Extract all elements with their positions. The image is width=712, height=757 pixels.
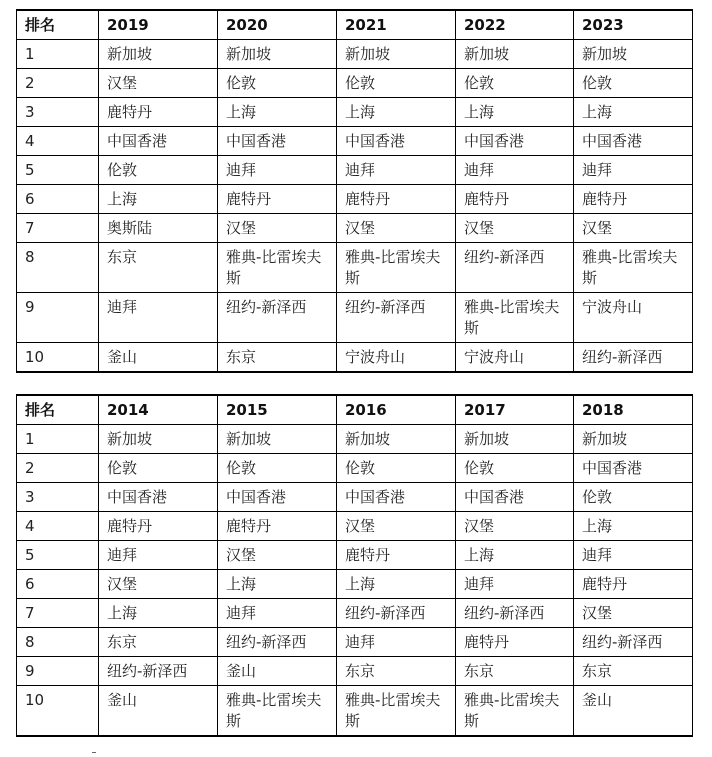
port-cell: 鹿特丹 <box>337 185 456 214</box>
port-cell: 新加坡 <box>218 40 337 69</box>
port-cell: 鹿特丹 <box>218 512 337 541</box>
port-cell: 中国香港 <box>218 483 337 512</box>
port-cell: 新加坡 <box>218 425 337 454</box>
port-cell: 新加坡 <box>99 425 218 454</box>
rank-cell: 5 <box>17 156 99 185</box>
port-cell: 东京 <box>218 343 337 373</box>
table-row <box>17 628 693 657</box>
table-row <box>17 214 693 243</box>
port-cell: 纽约-新泽西 <box>456 243 574 293</box>
port-cell: 中国香港 <box>574 454 693 483</box>
table-body <box>17 40 693 373</box>
port-cell: 新加坡 <box>337 40 456 69</box>
port-cell: 釜山 <box>99 686 218 737</box>
rank-cell: 8 <box>17 628 99 657</box>
port-cell: 新加坡 <box>337 425 456 454</box>
port-cell: 上海 <box>574 512 693 541</box>
header-year: 2016 <box>337 395 456 425</box>
port-cell: 汉堡 <box>218 541 337 570</box>
port-cell: 雅典-比雷埃夫斯 <box>218 686 337 737</box>
table-row <box>17 425 693 454</box>
port-cell: 上海 <box>218 570 337 599</box>
table-row <box>17 293 693 343</box>
port-cell: 汉堡 <box>337 214 456 243</box>
header-year: 2014 <box>99 395 218 425</box>
rank-cell: 3 <box>17 98 99 127</box>
port-cell: 鹿特丹 <box>218 185 337 214</box>
table-row <box>17 185 693 214</box>
rank-cell: 2 <box>17 69 99 98</box>
port-cell: 汉堡 <box>337 512 456 541</box>
port-cell: 宁波舟山 <box>574 293 693 343</box>
rank-cell: 10 <box>17 343 99 373</box>
port-cell: 汉堡 <box>99 570 218 599</box>
port-cell: 上海 <box>218 98 337 127</box>
port-cell: 雅典-比雷埃夫斯 <box>456 293 574 343</box>
port-cell: 鹿特丹 <box>456 185 574 214</box>
rank-cell: 1 <box>17 425 99 454</box>
rank-cell: 7 <box>17 599 99 628</box>
rank-cell: 10 <box>17 686 99 737</box>
port-cell: 奥斯陆 <box>99 214 218 243</box>
port-cell: 上海 <box>337 98 456 127</box>
port-cell: 中国香港 <box>574 127 693 156</box>
port-cell: 釜山 <box>574 686 693 737</box>
port-cell: 上海 <box>456 98 574 127</box>
port-cell: 雅典-比雷埃夫斯 <box>456 686 574 737</box>
port-cell: 雅典-比雷埃夫斯 <box>337 243 456 293</box>
table-row <box>17 127 693 156</box>
port-cell: 新加坡 <box>99 40 218 69</box>
ranking-table-2019-2023 <box>16 9 693 373</box>
port-cell: 东京 <box>337 657 456 686</box>
port-cell: 宁波舟山 <box>337 343 456 373</box>
port-cell: 汉堡 <box>574 214 693 243</box>
port-cell: 伦敦 <box>99 454 218 483</box>
table-header-row <box>17 10 693 40</box>
ranking-table-2014-2018 <box>16 394 693 737</box>
port-cell: 上海 <box>99 185 218 214</box>
port-cell: 鹿特丹 <box>456 628 574 657</box>
table-row <box>17 69 693 98</box>
port-cell: 中国香港 <box>99 483 218 512</box>
port-cell: 纽约-新泽西 <box>218 628 337 657</box>
port-cell: 伦敦 <box>456 454 574 483</box>
port-cell: 新加坡 <box>574 425 693 454</box>
port-cell: 汉堡 <box>99 69 218 98</box>
port-cell: 纽约-新泽西 <box>99 657 218 686</box>
port-cell: 伦敦 <box>218 69 337 98</box>
port-cell: 汉堡 <box>218 214 337 243</box>
rank-cell: 9 <box>17 657 99 686</box>
port-cell: 上海 <box>99 599 218 628</box>
table-row <box>17 599 693 628</box>
rank-cell: 4 <box>17 512 99 541</box>
table-row <box>17 570 693 599</box>
port-cell: 雅典-比雷埃夫斯 <box>574 243 693 293</box>
port-cell: 迪拜 <box>218 156 337 185</box>
port-cell: 纽约-新泽西 <box>218 293 337 343</box>
rank-cell: 4 <box>17 127 99 156</box>
port-cell: 纽约-新泽西 <box>574 628 693 657</box>
rank-cell: 6 <box>17 570 99 599</box>
table-row <box>17 512 693 541</box>
header-year: 2018 <box>574 395 693 425</box>
port-cell: 东京 <box>99 243 218 293</box>
port-cell: 鹿特丹 <box>574 185 693 214</box>
table-row <box>17 686 693 737</box>
port-cell: 迪拜 <box>218 599 337 628</box>
port-cell: 迪拜 <box>337 628 456 657</box>
table-row <box>17 483 693 512</box>
table-row <box>17 454 693 483</box>
port-cell: 迪拜 <box>456 156 574 185</box>
header-year: 2023 <box>574 10 693 40</box>
stray-mark <box>92 752 96 753</box>
port-cell: 上海 <box>456 541 574 570</box>
port-cell: 迪拜 <box>574 541 693 570</box>
port-cell: 迪拜 <box>337 156 456 185</box>
header-year: 2015 <box>218 395 337 425</box>
port-cell: 宁波舟山 <box>456 343 574 373</box>
port-cell: 中国香港 <box>456 483 574 512</box>
port-cell: 雅典-比雷埃夫斯 <box>218 243 337 293</box>
port-cell: 迪拜 <box>456 570 574 599</box>
port-cell: 伦敦 <box>337 454 456 483</box>
port-cell: 汉堡 <box>456 512 574 541</box>
table-row <box>17 156 693 185</box>
port-cell: 伦敦 <box>574 69 693 98</box>
table-row <box>17 541 693 570</box>
rank-cell: 1 <box>17 40 99 69</box>
port-cell: 东京 <box>574 657 693 686</box>
rank-cell: 5 <box>17 541 99 570</box>
port-cell: 雅典-比雷埃夫斯 <box>337 686 456 737</box>
port-cell: 迪拜 <box>99 541 218 570</box>
port-cell: 东京 <box>99 628 218 657</box>
port-cell: 纽约-新泽西 <box>337 599 456 628</box>
table-row <box>17 243 693 293</box>
port-cell: 釜山 <box>99 343 218 373</box>
port-cell: 鹿特丹 <box>99 512 218 541</box>
port-cell: 鹿特丹 <box>574 570 693 599</box>
port-cell: 鹿特丹 <box>337 541 456 570</box>
port-cell: 中国香港 <box>218 127 337 156</box>
port-cell: 纽约-新泽西 <box>574 343 693 373</box>
port-cell: 上海 <box>337 570 456 599</box>
port-cell: 纽约-新泽西 <box>337 293 456 343</box>
table-row <box>17 40 693 69</box>
port-cell: 中国香港 <box>337 127 456 156</box>
port-cell: 纽约-新泽西 <box>456 599 574 628</box>
header-rank: 排名 <box>17 10 99 40</box>
port-cell: 新加坡 <box>456 40 574 69</box>
header-year: 2022 <box>456 10 574 40</box>
rank-cell: 7 <box>17 214 99 243</box>
port-cell: 鹿特丹 <box>99 98 218 127</box>
port-cell: 东京 <box>456 657 574 686</box>
port-cell: 迪拜 <box>574 156 693 185</box>
header-year: 2019 <box>99 10 218 40</box>
rank-cell: 3 <box>17 483 99 512</box>
rank-cell: 6 <box>17 185 99 214</box>
table-row <box>17 98 693 127</box>
port-cell: 釜山 <box>218 657 337 686</box>
table-row <box>17 657 693 686</box>
header-year: 2017 <box>456 395 574 425</box>
table-row <box>17 343 693 373</box>
header-year: 2020 <box>218 10 337 40</box>
header-rank: 排名 <box>17 395 99 425</box>
rank-cell: 9 <box>17 293 99 343</box>
port-cell: 新加坡 <box>456 425 574 454</box>
header-year: 2021 <box>337 10 456 40</box>
port-cell: 中国香港 <box>99 127 218 156</box>
rank-cell: 2 <box>17 454 99 483</box>
port-cell: 上海 <box>574 98 693 127</box>
port-cell: 伦敦 <box>99 156 218 185</box>
port-cell: 伦敦 <box>574 483 693 512</box>
port-cell: 汉堡 <box>574 599 693 628</box>
table-header-row <box>17 395 693 425</box>
port-cell: 伦敦 <box>218 454 337 483</box>
port-cell: 中国香港 <box>337 483 456 512</box>
port-cell: 伦敦 <box>337 69 456 98</box>
port-cell: 新加坡 <box>574 40 693 69</box>
rank-cell: 8 <box>17 243 99 293</box>
port-cell: 汉堡 <box>456 214 574 243</box>
port-cell: 中国香港 <box>456 127 574 156</box>
table-body <box>17 425 693 737</box>
port-cell: 伦敦 <box>456 69 574 98</box>
port-cell: 迪拜 <box>99 293 218 343</box>
